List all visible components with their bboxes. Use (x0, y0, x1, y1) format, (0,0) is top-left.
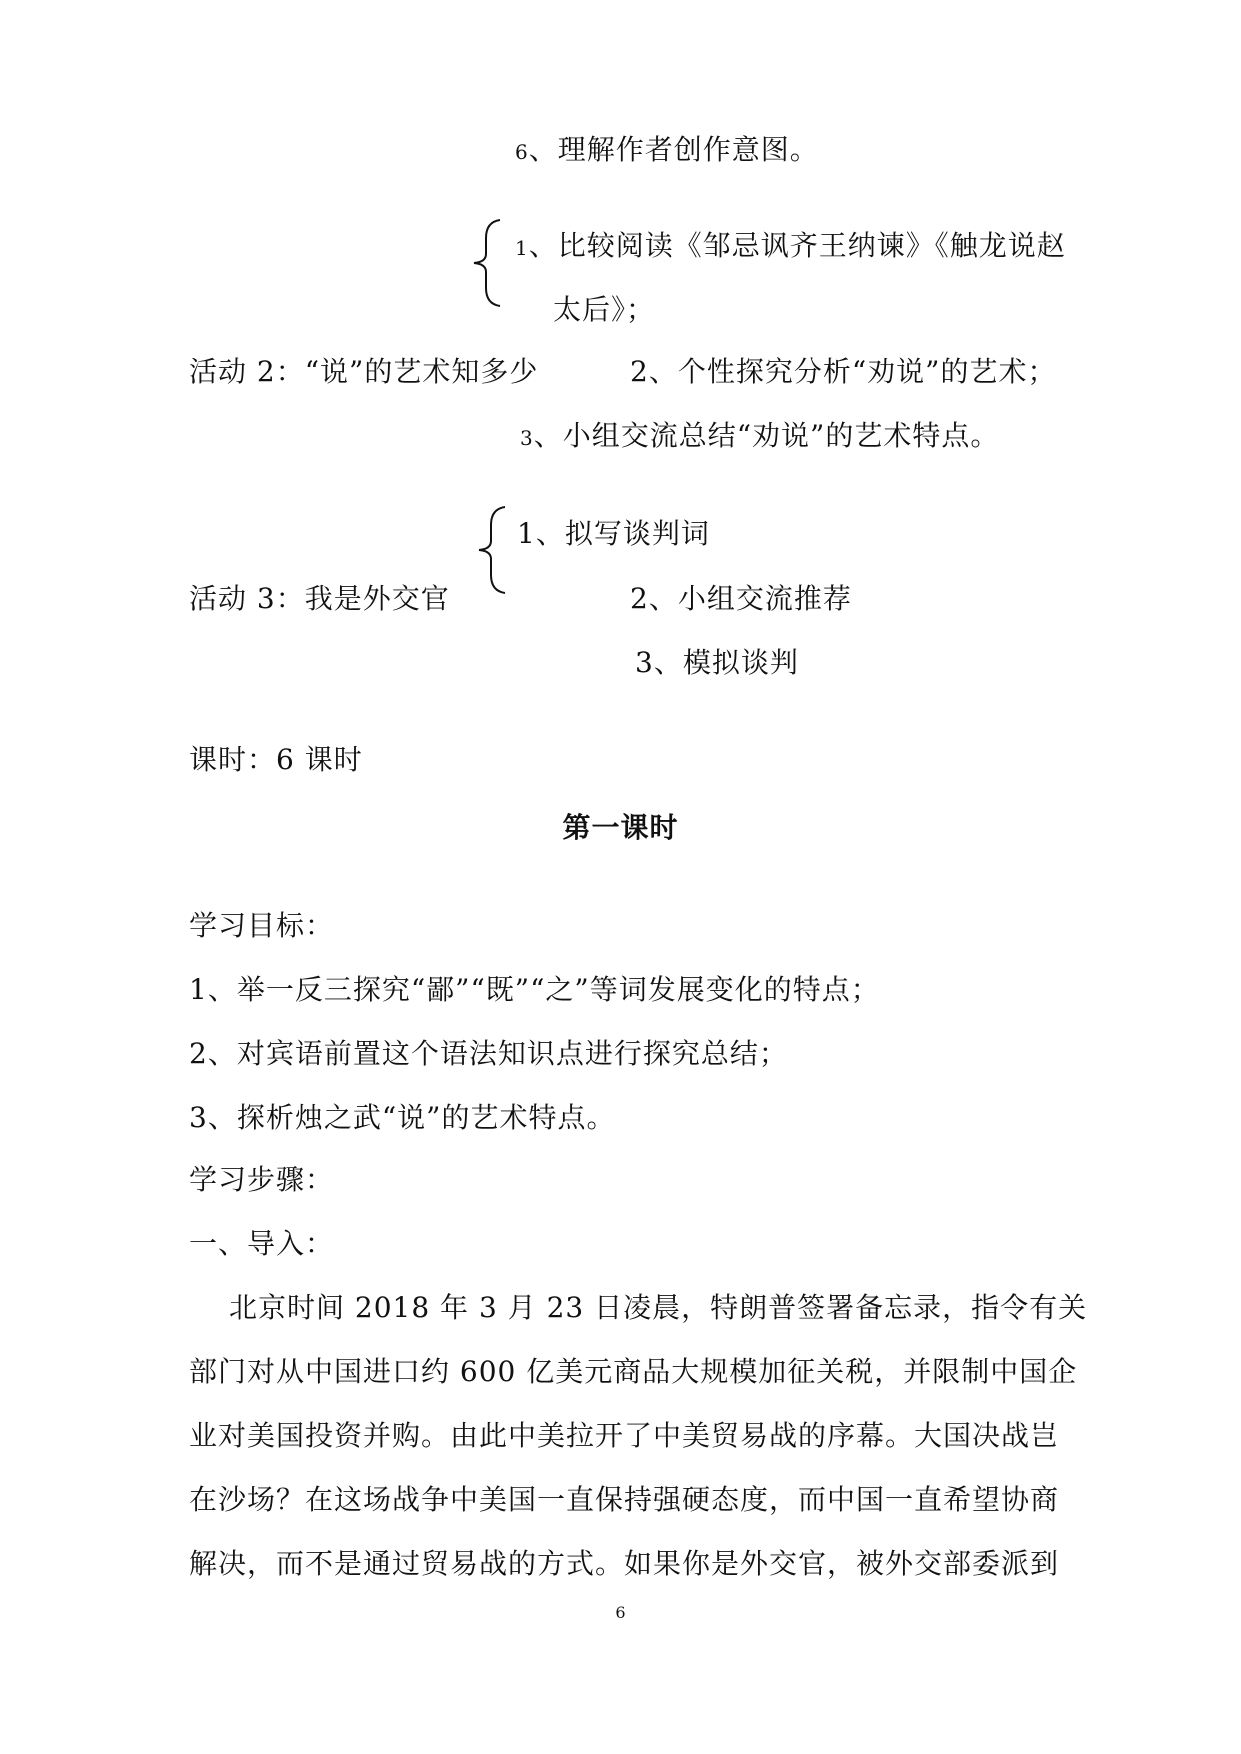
activity-3-brace (475, 505, 511, 595)
activity-2-item-2: 2、个性探究分析“劝说”的艺术； (630, 355, 1057, 388)
steps-heading: 学习步骤： (189, 1163, 335, 1196)
objective-6-number: 6 (515, 140, 529, 164)
goals-heading: 学习目标： (189, 909, 335, 942)
activity-2-item-3 (520, 416, 999, 458)
intro-line-4: 在沙场？在这场战争中美国一直保持强硬态度，而中国一直希望协商 (189, 1483, 1060, 1516)
activity-2-item-3-text: 、小组交流总结“劝说”的艺术特点。 (533, 419, 1000, 452)
intro-line-3: 业对美国投资并购。由此中美拉开了中美贸易战的序幕。大国决战岂 (189, 1419, 1060, 1452)
goal-2: 2、对宾语前置这个语法知识点进行探究总结； (189, 1037, 788, 1070)
objective-6-text: 、理解作者创作意图。 (528, 133, 819, 166)
activity-3-item-1: 1、拟写谈判词 (517, 517, 710, 550)
activity-2-item-1-number: 1 (515, 236, 529, 260)
activity-2-item-1-continued: 太后》； (553, 293, 656, 326)
intro-heading: 一、导入： (189, 1227, 335, 1260)
activity-2-item-1 (515, 226, 1066, 268)
activity-2-item-3-number: 3 (520, 426, 534, 450)
lesson-title: 第一课时 (562, 811, 679, 844)
intro-line-1: 北京时间 2018 年 3 月 23 日凌晨，特朗普签署备忘录，指令有关 (229, 1291, 1088, 1324)
activity-2-brace (470, 218, 506, 308)
activity-3-item-3: 3、模拟谈判 (635, 646, 799, 679)
activity-3-item-2: 2、小组交流推荐 (630, 582, 852, 615)
activity-2-item-1-text: 、比较阅读《邹忌讽齐王纳谏》《触龙说赵 (528, 229, 1066, 262)
activity-3-label: 活动 3：我是外交官 (189, 582, 450, 615)
intro-line-5: 解决，而不是通过贸易战的方式。如果你是外交官，被外交部委派到 (189, 1547, 1060, 1580)
class-hours: 课时：6 课时 (189, 743, 363, 776)
goal-1: 1、举一反三探究“鄙”“既”“之”等词发展变化的特点； (189, 973, 880, 1006)
page-number: 6 (615, 1603, 626, 1622)
activity-2-label: 活动 2：“说”的艺术知多少 (189, 355, 539, 388)
goal-3: 3、探析烛之武“说”的艺术特点。 (189, 1101, 616, 1134)
objective-6 (515, 130, 819, 172)
intro-line-2: 部门对从中国进口约 600 亿美元商品大规模加征关税，并限制中国企 (189, 1355, 1078, 1388)
